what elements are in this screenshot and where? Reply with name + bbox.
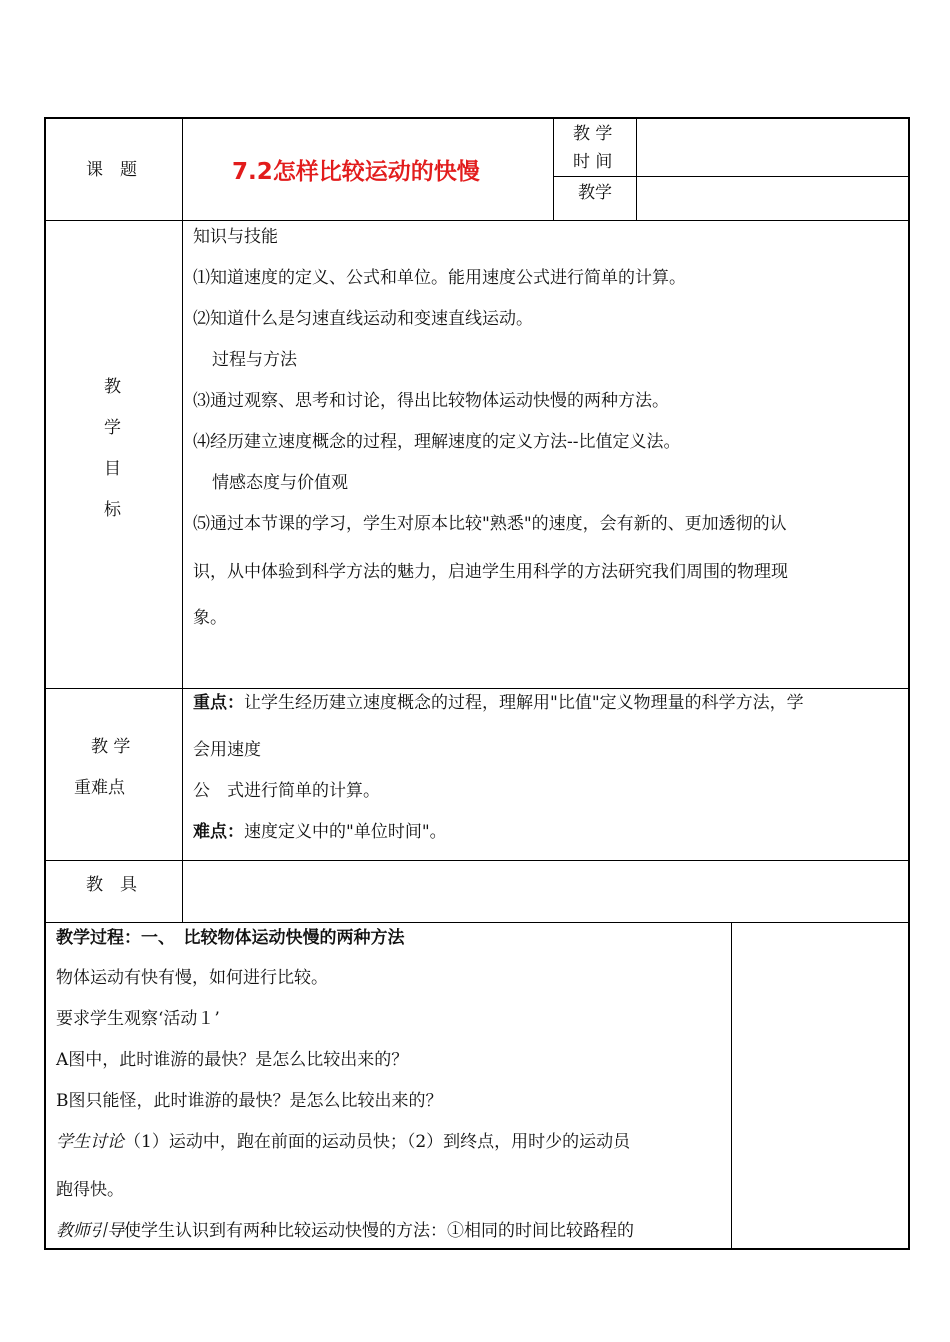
key-point-text: 让学生经历建立速度概念的过程，理解用"比值"定义物理量的科学方法，学 — [244, 693, 804, 713]
objective-heading-attitude: 情感态度与价值观 — [212, 473, 348, 493]
process-line-1: 物体运动有快有慢，如何进行比较。 — [56, 968, 328, 988]
process-discussion-cont: 跑得快。 — [56, 1180, 124, 1200]
row-rule-2 — [44, 688, 910, 689]
objective-item-3: ⑶通过观察、思考和讨论，得出比较物体运动快慢的两种方法。 — [193, 391, 669, 411]
keypoints-label-line2: 重难点 — [74, 778, 125, 798]
objective-heading-process: 过程与方法 — [212, 350, 297, 370]
difficulty-text: 速度定义中的"单位时间"。 — [244, 822, 447, 842]
table-border-left — [44, 117, 46, 1250]
time-label-line1: 教 学 — [573, 124, 613, 144]
row-rule-4 — [44, 922, 910, 923]
time-label-line2: 时 间 — [573, 152, 613, 172]
key-point-line2: 会用速度 — [193, 740, 261, 760]
key-point — [193, 693, 804, 713]
objectives-label-char-1: 教 — [104, 377, 121, 397]
teach-label: 教学 — [578, 183, 612, 203]
guidance-text: 使学生认识到有两种比较运动快慢的方法：①相同的时间比较路程的 — [124, 1221, 634, 1241]
row-rule-1 — [44, 220, 910, 221]
process-heading — [56, 928, 405, 948]
objective-item-4: ⑷经历建立速度概念的过程，理解速度的定义方法--比值定义法。 — [193, 432, 681, 452]
header-divider-1 — [553, 117, 554, 221]
objective-item-5-line1: ⑸通过本节课的学习，学生对原本比较"熟悉"的速度，会有新的、更加透彻的认 — [193, 514, 787, 534]
key-point-line3: 公 式进行简单的计算。 — [193, 781, 380, 801]
process-heading-label: 教学过程： — [56, 928, 141, 948]
discussion-text: （1）运动中，跑在前面的运动员快；（2）到终点，用时少的运动员 — [124, 1132, 631, 1152]
difficulty-point — [193, 822, 447, 842]
objective-heading-knowledge: 知识与技能 — [193, 227, 278, 247]
keypoints-label-line1: 教 学 — [91, 737, 131, 757]
process-line-3: A图中，此时谁游的最快？是怎么比较出来的？ — [56, 1050, 409, 1070]
objective-item-5-line3: 象。 — [193, 608, 227, 628]
row-rule-3 — [44, 860, 910, 861]
table-border-right — [908, 117, 910, 1250]
discussion-label: 学生讨论 — [56, 1132, 124, 1152]
header-mid-rule — [553, 176, 910, 177]
difficulty-label: 难点： — [193, 822, 244, 842]
table-border-bottom — [44, 1248, 910, 1250]
process-heading-text: 一、 比较物体运动快慢的两种方法 — [141, 928, 405, 948]
process-side-divider — [731, 922, 732, 1249]
process-discussion — [56, 1132, 630, 1152]
objectives-label-char-3: 目 — [104, 459, 121, 479]
objective-item-1: ⑴知道速度的定义、公式和单位。能用速度公式进行简单的计算。 — [193, 268, 686, 288]
process-line-4: B图只能怪，此时谁游的最快？是怎么比较出来的？ — [56, 1091, 443, 1111]
objectives-label-char-4: 标 — [104, 500, 121, 520]
table-border-top — [44, 117, 910, 119]
process-guidance — [56, 1221, 634, 1241]
process-line-2: 要求学生观察‘活动１’ — [56, 1009, 220, 1029]
key-point-label: 重点： — [193, 693, 244, 713]
header-divider-2 — [636, 117, 637, 221]
objectives-label-char-2: 学 — [104, 418, 121, 438]
objective-item-5-line2: 识，从中体验到科学方法的魅力，启迪学生用科学的方法研究我们周围的物理现 — [193, 562, 788, 582]
lesson-title: 7.2怎样比较运动的快慢 — [232, 159, 480, 185]
tools-label: 教 具 — [86, 875, 137, 895]
guidance-label: 教师引导 — [56, 1221, 124, 1241]
label-column-divider — [182, 117, 183, 923]
topic-label: 课 题 — [86, 160, 137, 180]
objective-item-2: ⑵知道什么是匀速直线运动和变速直线运动。 — [193, 309, 533, 329]
